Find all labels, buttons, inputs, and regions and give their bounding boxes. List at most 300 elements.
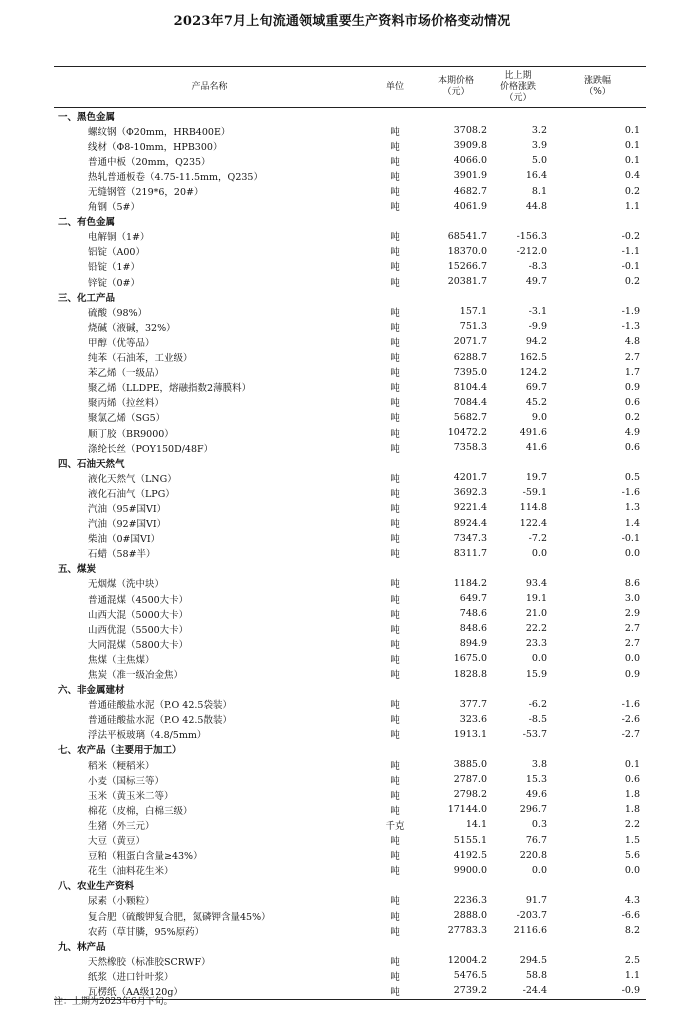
product-name: 顺丁胶（BR9000） bbox=[88, 428, 174, 440]
change-cell: 49.7 bbox=[525, 276, 547, 288]
table-row bbox=[54, 757, 646, 772]
header-price: 本期价格 （元） bbox=[437, 76, 474, 97]
table-row bbox=[54, 168, 646, 183]
category-label: 四、石油天然气 bbox=[58, 458, 125, 470]
price-cell: 4061.9 bbox=[453, 200, 487, 212]
category-row bbox=[54, 214, 646, 229]
table-row bbox=[54, 485, 646, 500]
change-cell: 294.5 bbox=[519, 955, 547, 967]
pct-cell: -1.9 bbox=[621, 306, 640, 318]
change-cell: 21.0 bbox=[525, 608, 547, 620]
change-cell: 3.8 bbox=[531, 759, 547, 771]
product-name: 大豆（黄豆） bbox=[88, 836, 146, 848]
unit-cell: 吨 bbox=[390, 700, 400, 712]
table-row bbox=[54, 802, 646, 817]
table-row bbox=[54, 183, 646, 198]
unit-cell: 吨 bbox=[390, 337, 400, 349]
unit-cell: 吨 bbox=[390, 790, 400, 802]
product-name: 纯苯（石油苯，工业级） bbox=[88, 353, 193, 365]
pct-cell: 3.0 bbox=[624, 593, 640, 605]
table-row bbox=[54, 319, 646, 334]
table-row bbox=[54, 440, 646, 455]
product-name: 热轧普通板卷（4.75-11.5mm，Q235） bbox=[88, 171, 263, 183]
unit-cell: 吨 bbox=[390, 428, 400, 440]
price-cell: 2071.7 bbox=[453, 336, 487, 348]
product-name: 农药（草甘膦，95%原药） bbox=[88, 926, 205, 938]
unit-cell: 吨 bbox=[390, 730, 400, 742]
price-cell: 3692.3 bbox=[453, 487, 487, 499]
pct-cell: -6.6 bbox=[621, 910, 640, 922]
product-name: 无烟煤（洗中块） bbox=[88, 579, 165, 591]
change-cell: -212.0 bbox=[516, 245, 547, 257]
product-name: 天然橡胶（标准胶SCRWF） bbox=[88, 956, 211, 968]
table-row bbox=[54, 712, 646, 727]
table-row bbox=[54, 591, 646, 606]
change-cell: -7.2 bbox=[528, 532, 547, 544]
pct-cell: 0.1 bbox=[624, 759, 640, 771]
price-cell: 68541.7 bbox=[447, 230, 487, 242]
unit-cell: 吨 bbox=[390, 956, 400, 968]
unit-cell: 吨 bbox=[390, 277, 400, 289]
pct-cell: 2.5 bbox=[624, 955, 640, 967]
change-cell: 22.2 bbox=[525, 623, 547, 635]
price-cell: 5682.7 bbox=[453, 411, 487, 423]
product-name: 山西大混（5000大卡） bbox=[88, 609, 189, 621]
product-name: 苯乙烯（一级品） bbox=[88, 368, 165, 380]
price-cell: 2888.0 bbox=[453, 910, 487, 922]
change-cell: 93.4 bbox=[525, 577, 547, 589]
price-cell: 18370.0 bbox=[447, 245, 487, 257]
footnote: 注：上期为2023年6月下旬。 bbox=[54, 997, 173, 1007]
pct-cell: 2.2 bbox=[624, 819, 640, 831]
category-row bbox=[54, 455, 646, 470]
price-cell: 649.7 bbox=[459, 593, 487, 605]
table-row bbox=[54, 923, 646, 938]
product-name: 锌锭（0#） bbox=[88, 277, 141, 289]
table-row bbox=[54, 787, 646, 802]
change-cell: 8.1 bbox=[531, 185, 547, 197]
unit-cell: 吨 bbox=[390, 307, 400, 319]
change-cell: 491.6 bbox=[519, 427, 547, 439]
product-name: 螺纹钢（Φ20mm，HRB400E） bbox=[88, 126, 231, 138]
product-name: 复合肥（硫酸钾复合肥，氮磷钾含量45%） bbox=[88, 911, 271, 923]
change-cell: -8.5 bbox=[528, 713, 547, 725]
price-cell: 17144.0 bbox=[447, 804, 487, 816]
table-row bbox=[54, 908, 646, 923]
pct-cell: -0.1 bbox=[621, 260, 640, 272]
unit-cell: 吨 bbox=[390, 141, 400, 153]
product-name: 稻米（粳稻米） bbox=[88, 760, 155, 772]
price-cell: 9221.4 bbox=[453, 502, 487, 514]
table-row bbox=[54, 697, 646, 712]
table-row bbox=[54, 848, 646, 863]
pct-cell: 1.1 bbox=[624, 970, 640, 982]
category-label: 七、农产品（主要用于加工） bbox=[58, 745, 182, 757]
product-name: 普通硅酸盐水泥（P.O 42.5袋装） bbox=[88, 700, 232, 712]
change-cell: -24.4 bbox=[522, 985, 547, 997]
price-cell: 5476.5 bbox=[453, 970, 487, 982]
change-cell: 19.7 bbox=[525, 472, 547, 484]
product-name: 汽油（95#国VI） bbox=[88, 503, 167, 515]
unit-cell: 吨 bbox=[390, 156, 400, 168]
change-cell: 41.6 bbox=[525, 442, 547, 454]
unit-cell: 吨 bbox=[390, 534, 400, 546]
table-row bbox=[54, 334, 646, 349]
pct-cell: 2.7 bbox=[624, 623, 640, 635]
unit-cell: 吨 bbox=[390, 670, 400, 682]
change-cell: 15.3 bbox=[525, 774, 547, 786]
price-cell: 3909.8 bbox=[453, 140, 487, 152]
table-row bbox=[54, 304, 646, 319]
table-row bbox=[54, 666, 646, 681]
table-row bbox=[54, 470, 646, 485]
pct-cell: 0.6 bbox=[624, 396, 640, 408]
header-name: 产品名称 bbox=[191, 81, 228, 92]
unit-cell: 吨 bbox=[390, 171, 400, 183]
product-name: 无缝钢管（219*6，20#） bbox=[88, 187, 204, 199]
price-cell: 1913.1 bbox=[453, 728, 487, 740]
pct-cell: 8.2 bbox=[624, 925, 640, 937]
pct-cell: 0.1 bbox=[624, 155, 640, 167]
pct-cell: 4.9 bbox=[624, 427, 640, 439]
table-row bbox=[54, 365, 646, 380]
pct-cell: 5.6 bbox=[624, 849, 640, 861]
product-name: 烧碱（液碱，32%） bbox=[88, 322, 176, 334]
price-cell: 3901.9 bbox=[453, 170, 487, 182]
table-row bbox=[54, 138, 646, 153]
table-row bbox=[54, 259, 646, 274]
pct-cell: 4.3 bbox=[624, 894, 640, 906]
price-cell: 4192.5 bbox=[453, 849, 487, 861]
unit-cell: 吨 bbox=[390, 247, 400, 259]
product-name: 瓦楞纸（AA级120g） bbox=[88, 986, 183, 998]
unit-cell: 吨 bbox=[390, 926, 400, 938]
header-pct: 涨跌幅 （%） bbox=[583, 76, 611, 97]
price-cell: 7358.3 bbox=[453, 442, 487, 454]
price-cell: 2787.0 bbox=[453, 774, 487, 786]
pct-cell: 0.0 bbox=[624, 653, 640, 665]
product-name: 山西优混（5500大卡） bbox=[88, 624, 189, 636]
header-change: 比上期 价格涨跌 （元） bbox=[499, 70, 536, 103]
price-cell: 4201.7 bbox=[453, 472, 487, 484]
price-cell: 748.6 bbox=[459, 608, 487, 620]
unit-cell: 吨 bbox=[390, 624, 400, 636]
change-cell: -3.1 bbox=[528, 306, 547, 318]
price-cell: 894.9 bbox=[459, 638, 487, 650]
unit-cell: 吨 bbox=[390, 866, 400, 878]
pct-cell: -0.1 bbox=[621, 532, 640, 544]
unit-cell: 吨 bbox=[390, 503, 400, 515]
category-row bbox=[54, 561, 646, 576]
change-cell: 114.8 bbox=[519, 502, 547, 514]
unit-cell: 吨 bbox=[390, 896, 400, 908]
pct-cell: 4.8 bbox=[624, 336, 640, 348]
price-cell: 27783.3 bbox=[447, 925, 487, 937]
pct-cell: 0.4 bbox=[624, 170, 640, 182]
product-name: 角钢（5#） bbox=[88, 202, 141, 214]
product-name: 聚乙烯（LLDPE，熔融指数2薄膜料） bbox=[88, 383, 252, 395]
unit-cell: 吨 bbox=[390, 760, 400, 772]
change-cell: -203.7 bbox=[516, 910, 547, 922]
pct-cell: 1.3 bbox=[624, 502, 640, 514]
product-name: 玉米（黄玉米二等） bbox=[88, 790, 174, 802]
change-cell: -156.3 bbox=[516, 230, 547, 242]
price-cell: 9900.0 bbox=[453, 864, 487, 876]
category-row bbox=[54, 938, 646, 953]
product-name: 普通中板（20mm，Q235） bbox=[88, 156, 211, 168]
table-row bbox=[54, 410, 646, 425]
category-label: 五、煤炭 bbox=[58, 564, 97, 576]
table-body bbox=[54, 108, 646, 999]
category-row bbox=[54, 878, 646, 893]
page-title: 2023年7月上旬流通领域重要生产资料市场价格变动情况 bbox=[173, 14, 511, 29]
unit-cell: 吨 bbox=[390, 775, 400, 787]
table-row bbox=[54, 516, 646, 531]
price-cell: 15266.7 bbox=[447, 260, 487, 272]
unit-cell: 吨 bbox=[390, 202, 400, 214]
price-cell: 8104.4 bbox=[453, 381, 487, 393]
pct-cell: -1.6 bbox=[621, 698, 640, 710]
price-cell: 8924.4 bbox=[453, 517, 487, 529]
table-row bbox=[54, 968, 646, 983]
category-row bbox=[54, 742, 646, 757]
unit-cell: 吨 bbox=[390, 851, 400, 863]
category-row bbox=[54, 289, 646, 304]
price-cell: 4682.7 bbox=[453, 185, 487, 197]
product-name: 焦煤（主焦煤） bbox=[88, 654, 155, 666]
pct-cell: 0.5 bbox=[624, 472, 640, 484]
unit-cell: 吨 bbox=[390, 353, 400, 365]
product-name: 涤纶长丝（POY150D/48F） bbox=[88, 443, 214, 455]
unit-cell: 吨 bbox=[390, 232, 400, 244]
product-name: 铝锭（A00） bbox=[88, 247, 145, 259]
unit-cell: 吨 bbox=[390, 368, 400, 380]
unit-cell: 吨 bbox=[390, 986, 400, 998]
pct-cell: -2.7 bbox=[621, 728, 640, 740]
change-cell: 296.7 bbox=[519, 804, 547, 816]
pct-cell: 2.7 bbox=[624, 638, 640, 650]
price-cell: 1828.8 bbox=[453, 668, 487, 680]
change-cell: 16.4 bbox=[525, 170, 547, 182]
price-cell: 7395.0 bbox=[453, 366, 487, 378]
change-cell: 122.4 bbox=[519, 517, 547, 529]
price-cell: 2739.2 bbox=[453, 985, 487, 997]
pct-cell: 0.1 bbox=[624, 140, 640, 152]
price-cell: 5155.1 bbox=[453, 834, 487, 846]
unit-cell: 吨 bbox=[390, 911, 400, 923]
change-cell: -9.9 bbox=[528, 321, 547, 333]
table-row bbox=[54, 606, 646, 621]
header-unit: 单位 bbox=[385, 81, 404, 92]
product-name: 大同混煤（5800大卡） bbox=[88, 639, 189, 651]
pct-cell: 0.9 bbox=[624, 668, 640, 680]
price-cell: 2798.2 bbox=[453, 789, 487, 801]
price-cell: 2236.3 bbox=[453, 894, 487, 906]
change-cell: 19.1 bbox=[525, 593, 547, 605]
change-cell: 76.7 bbox=[525, 834, 547, 846]
table-row bbox=[54, 893, 646, 908]
price-cell: 3885.0 bbox=[453, 759, 487, 771]
price-cell: 1675.0 bbox=[453, 653, 487, 665]
table-row bbox=[54, 531, 646, 546]
change-cell: 45.2 bbox=[525, 396, 547, 408]
change-cell: 23.3 bbox=[525, 638, 547, 650]
category-label: 六、非金属建材 bbox=[58, 685, 125, 697]
change-cell: 91.7 bbox=[525, 894, 547, 906]
unit-cell: 吨 bbox=[390, 971, 400, 983]
change-cell: 162.5 bbox=[519, 351, 547, 363]
unit-cell: 吨 bbox=[390, 654, 400, 666]
table-row bbox=[54, 274, 646, 289]
price-cell: 7084.4 bbox=[453, 396, 487, 408]
table-row bbox=[54, 863, 646, 878]
change-cell: 2116.6 bbox=[513, 925, 547, 937]
product-name: 硫酸（98%） bbox=[88, 307, 148, 319]
table-row bbox=[54, 833, 646, 848]
product-name: 普通硅酸盐水泥（P.O 42.5散装） bbox=[88, 715, 232, 727]
product-name: 花生（油料花生米） bbox=[88, 866, 174, 878]
unit-cell: 吨 bbox=[390, 187, 400, 199]
product-name: 电解铜（1#） bbox=[88, 232, 150, 244]
product-name: 生猪（外三元） bbox=[88, 820, 155, 832]
change-cell: 3.9 bbox=[531, 140, 547, 152]
change-cell: 44.8 bbox=[525, 200, 547, 212]
price-cell: 848.6 bbox=[459, 623, 487, 635]
pct-cell: -0.2 bbox=[621, 230, 640, 242]
unit-cell: 吨 bbox=[390, 549, 400, 561]
price-table bbox=[54, 66, 646, 1000]
change-cell: 5.0 bbox=[531, 155, 547, 167]
unit-cell: 吨 bbox=[390, 322, 400, 334]
change-cell: 0.3 bbox=[531, 819, 547, 831]
pct-cell: 8.6 bbox=[624, 577, 640, 589]
pct-cell: 2.7 bbox=[624, 351, 640, 363]
product-name: 液化石油气（LPG） bbox=[88, 488, 175, 500]
pct-cell: 2.9 bbox=[624, 608, 640, 620]
category-label: 二、有色金属 bbox=[58, 217, 116, 229]
product-name: 纸浆（进口针叶浆） bbox=[88, 971, 174, 983]
pct-cell: 1.7 bbox=[624, 366, 640, 378]
pct-cell: 1.1 bbox=[624, 200, 640, 212]
pct-cell: 0.9 bbox=[624, 381, 640, 393]
product-name: 聚丙烯（拉丝料） bbox=[88, 398, 165, 410]
price-cell: 8311.7 bbox=[453, 547, 487, 559]
category-label: 一、黑色金属 bbox=[58, 111, 116, 123]
price-cell: 4066.0 bbox=[453, 155, 487, 167]
table-row bbox=[54, 229, 646, 244]
pct-cell: -2.6 bbox=[621, 713, 640, 725]
unit-cell: 吨 bbox=[390, 383, 400, 395]
pct-cell: 0.2 bbox=[624, 411, 640, 423]
unit-cell: 吨 bbox=[390, 715, 400, 727]
price-cell: 1184.2 bbox=[453, 577, 487, 589]
pct-cell: 0.0 bbox=[624, 864, 640, 876]
table-row bbox=[54, 772, 646, 787]
product-name: 浮法平板玻璃（4.8/5mm） bbox=[88, 730, 207, 742]
pct-cell: 0.6 bbox=[624, 442, 640, 454]
unit-cell: 吨 bbox=[390, 413, 400, 425]
table-row bbox=[54, 546, 646, 561]
unit-cell: 吨 bbox=[390, 488, 400, 500]
pct-cell: 0.1 bbox=[624, 125, 640, 137]
unit-cell: 吨 bbox=[390, 519, 400, 531]
category-row bbox=[54, 682, 646, 697]
unit-cell: 吨 bbox=[390, 609, 400, 621]
table-row bbox=[54, 244, 646, 259]
pct-cell: 1.5 bbox=[624, 834, 640, 846]
table-row bbox=[54, 576, 646, 591]
change-cell: 0.0 bbox=[531, 653, 547, 665]
table-row bbox=[54, 425, 646, 440]
product-name: 普通混煤（4500大卡） bbox=[88, 594, 189, 606]
unit-cell: 吨 bbox=[390, 639, 400, 651]
product-name: 柴油（0#国VI） bbox=[88, 534, 161, 546]
pct-cell: 0.0 bbox=[624, 547, 640, 559]
product-name: 焦炭（准一级冶金焦） bbox=[88, 670, 184, 682]
price-cell: 751.3 bbox=[459, 321, 487, 333]
table-row bbox=[54, 817, 646, 832]
pct-cell: -1.6 bbox=[621, 487, 640, 499]
unit-cell: 吨 bbox=[390, 262, 400, 274]
price-cell: 6288.7 bbox=[453, 351, 487, 363]
pct-cell: -0.9 bbox=[621, 985, 640, 997]
price-cell: 10472.2 bbox=[447, 427, 487, 439]
pct-cell: 0.2 bbox=[624, 185, 640, 197]
table-row bbox=[54, 350, 646, 365]
product-name: 甲醇（优等品） bbox=[88, 337, 155, 349]
change-cell: -53.7 bbox=[522, 728, 547, 740]
price-cell: 3708.2 bbox=[453, 125, 487, 137]
table-row bbox=[54, 727, 646, 742]
product-name: 液化天然气（LNG） bbox=[88, 473, 177, 485]
change-cell: 49.6 bbox=[525, 789, 547, 801]
price-cell: 14.1 bbox=[465, 819, 487, 831]
table-row bbox=[54, 380, 646, 395]
table-row bbox=[54, 199, 646, 214]
pct-cell: -1.3 bbox=[621, 321, 640, 333]
change-cell: 0.0 bbox=[531, 864, 547, 876]
unit-cell: 吨 bbox=[390, 443, 400, 455]
unit-cell: 吨 bbox=[390, 579, 400, 591]
price-cell: 20381.7 bbox=[447, 276, 487, 288]
category-label: 三、化工产品 bbox=[58, 292, 116, 304]
price-cell: 323.6 bbox=[459, 713, 487, 725]
price-cell: 157.1 bbox=[459, 306, 487, 318]
unit-cell: 吨 bbox=[390, 126, 400, 138]
table-row bbox=[54, 395, 646, 410]
pct-cell: 1.8 bbox=[624, 789, 640, 801]
product-name: 豆粕（粗蛋白含量≥43%） bbox=[88, 851, 203, 863]
table-row bbox=[54, 500, 646, 515]
unit-cell: 吨 bbox=[390, 398, 400, 410]
pct-cell: 1.4 bbox=[624, 517, 640, 529]
table-row bbox=[54, 153, 646, 168]
product-name: 石蜡（58#半） bbox=[88, 549, 156, 561]
unit-cell: 吨 bbox=[390, 594, 400, 606]
pct-cell: 0.6 bbox=[624, 774, 640, 786]
product-name: 尿素（小颗粒） bbox=[88, 896, 155, 908]
product-name: 铅锭（1#） bbox=[88, 262, 141, 274]
pct-cell: 1.8 bbox=[624, 804, 640, 816]
product-name: 棉花（皮棉，白棉三级） bbox=[88, 805, 193, 817]
product-name: 线材（Φ8-10mm，HPB300） bbox=[88, 141, 223, 153]
table-row bbox=[54, 621, 646, 636]
table-header bbox=[54, 66, 646, 108]
table-row bbox=[54, 123, 646, 138]
change-cell: 0.0 bbox=[531, 547, 547, 559]
table-row bbox=[54, 953, 646, 968]
change-cell: 94.2 bbox=[525, 336, 547, 348]
